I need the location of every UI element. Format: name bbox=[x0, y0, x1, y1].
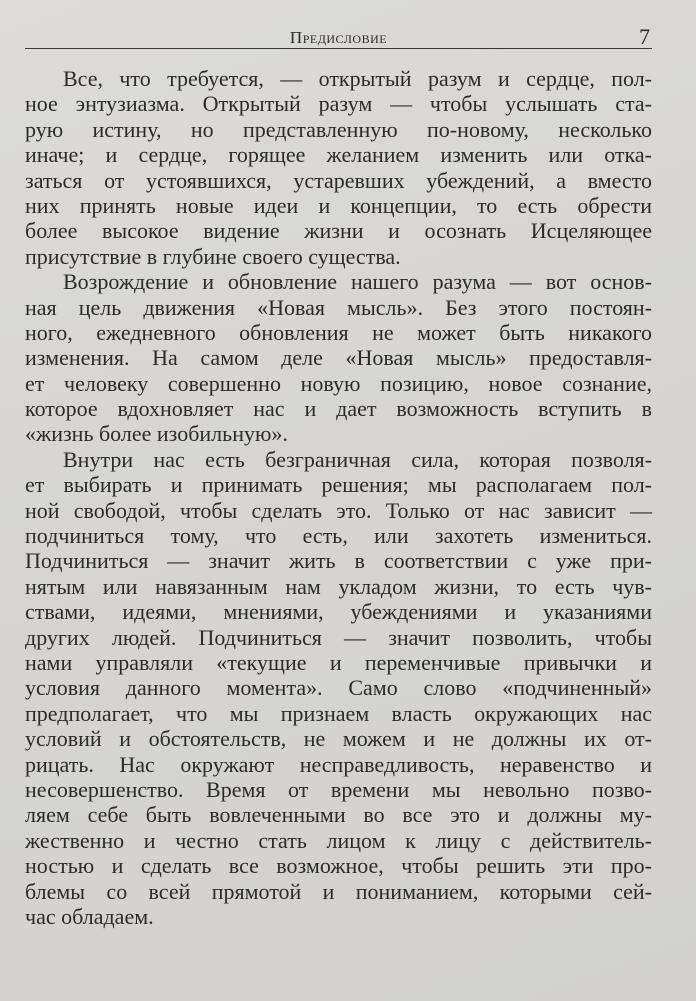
text-line: которое вдохновляет нас и дает возможность вступить в bbox=[25, 396, 652, 422]
text-line: ной свободой, чтобы сделать это. Только от нас зависит — bbox=[25, 497, 652, 523]
text-line: условий и обстоятельств, не можем и не должны их от- bbox=[25, 726, 652, 752]
paragraph bbox=[25, 447, 652, 929]
running-header bbox=[25, 24, 652, 49]
text-line: ет выбирать и принимать решения; мы располагаем пол- bbox=[25, 472, 652, 498]
body-text bbox=[25, 66, 652, 929]
text-line: рицать. Нас окружают несправедливость, неравенство и bbox=[25, 751, 652, 777]
text-line: ляем себе быть вовлеченными во все это и должны му- bbox=[25, 802, 652, 828]
page-number: 7 bbox=[639, 24, 650, 49]
text-line: более высокое видение жизни и осознать Исцеляющее bbox=[25, 218, 652, 244]
text-line: нами управляли «текущие и переменчивые привычки и bbox=[25, 649, 652, 675]
text-line: несовершенство. Время от времени мы невольно позво- bbox=[25, 776, 652, 802]
text-line: жественно и честно стать лицом к лицу с действитель- bbox=[25, 827, 652, 853]
paragraph bbox=[25, 269, 652, 447]
text-line: ет человеку совершенно новую позицию, новое сознание, bbox=[25, 370, 652, 396]
text-line: ного, ежедневного обновления не может быть никакого bbox=[25, 319, 652, 345]
text-line: подчиниться тому, что есть, или захотеть измениться. bbox=[25, 523, 652, 549]
text-line: блемы со всей прямотой и пониманием, которыми сей- bbox=[25, 878, 652, 904]
text-line: Возрождение и обновление нашего разума — вот основ- bbox=[63, 269, 652, 295]
text-line: заться от устоявшихся, устаревших убеждений, а вместо bbox=[25, 167, 652, 193]
running-title: Предисловие bbox=[289, 28, 388, 47]
text-line: ностью и сделать все возможное, чтобы решить эти про- bbox=[25, 853, 652, 879]
text-line: иначе; и сердце, горящее желанием изменить или отка- bbox=[25, 142, 652, 168]
text-line: рую истину, но представленную по-новому, несколько bbox=[25, 116, 652, 142]
text-line: час обладаем. bbox=[25, 903, 154, 929]
paragraph bbox=[25, 66, 652, 269]
text-line: присутствие в глубине своего существа. bbox=[25, 243, 401, 269]
text-line: других людей. Подчиниться — значит позволить, чтобы bbox=[25, 624, 652, 650]
text-line: изменения. На самом деле «Новая мысль» предоставля- bbox=[25, 345, 652, 371]
text-line: Подчиниться — значит жить в соответствии с уже при- bbox=[25, 548, 652, 574]
text-line: ствами, идеями, мнениями, убеждениями и указаниями bbox=[25, 599, 652, 625]
text-line: Внутри нас есть безграничная сила, которая позволя- bbox=[63, 446, 652, 472]
text-line: Все, что требуется, — открытый разум и сердце, пол- bbox=[63, 66, 652, 91]
text-line: нятым или навязанным нам укладом жизни, то есть чув- bbox=[25, 573, 652, 599]
text-line: условия данного момента». Само слово «подчиненный» bbox=[25, 675, 652, 701]
text-line: ная цель движения «Новая мысль». Без этого постоян- bbox=[25, 294, 652, 320]
text-line: ное энтузиазма. Открытый разум — чтобы услышать ста- bbox=[25, 91, 652, 117]
text-line: них принять новые идеи и концепции, то есть обрести bbox=[25, 192, 652, 218]
text-line: «жизнь более изобильную». bbox=[25, 421, 288, 447]
text-line: предполагает, что мы признаем власть окружающих нас bbox=[25, 700, 652, 726]
